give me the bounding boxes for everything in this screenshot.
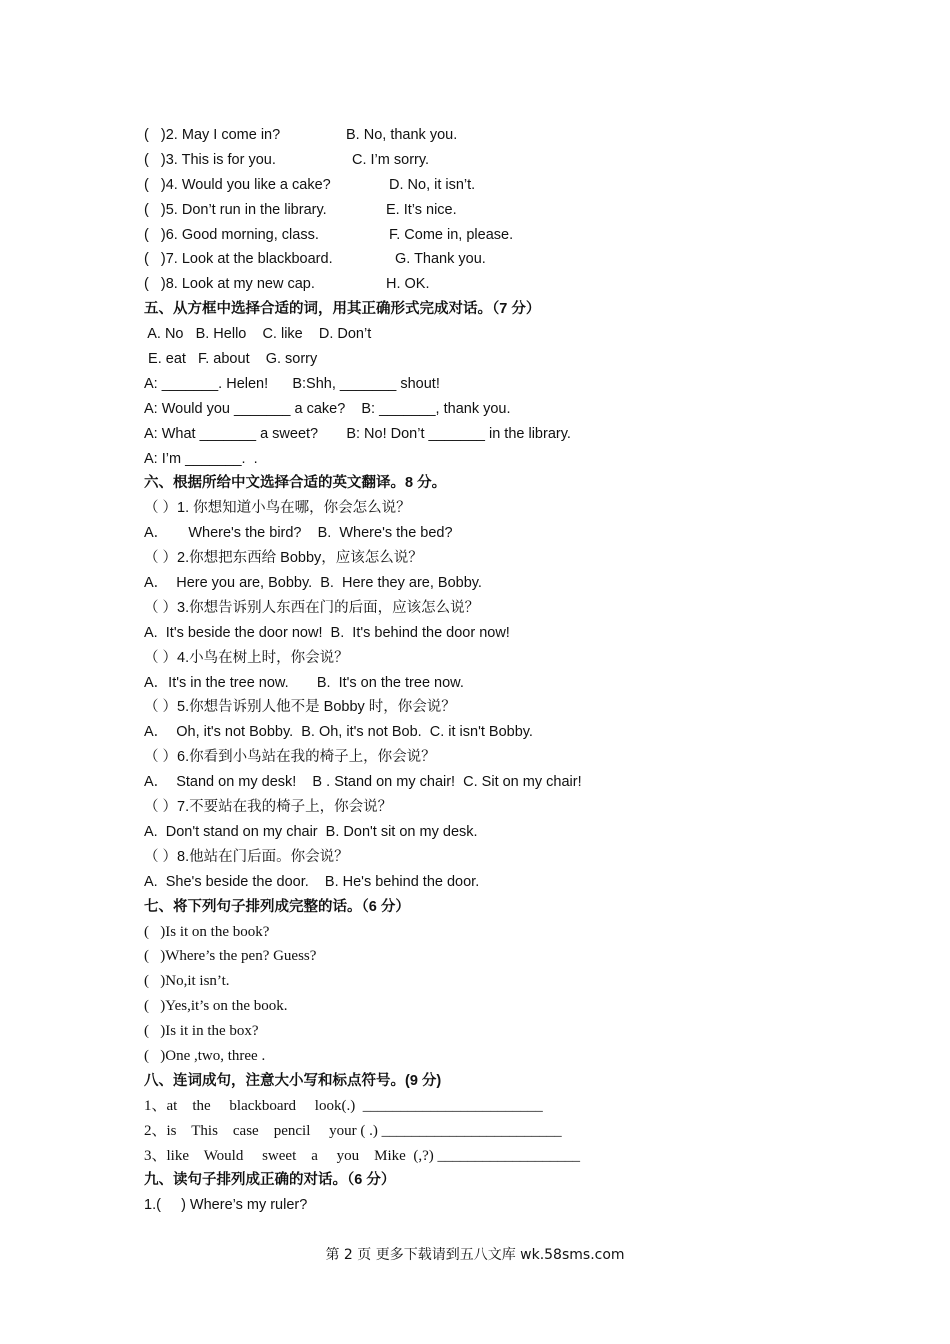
question-line: （ ）2.你想把东西给 Bobby，应该怎么说？ [144, 550, 423, 567]
match-row [144, 123, 844, 148]
ordering-line: ( )No,it isn’t. [144, 973, 230, 990]
section-5 [144, 297, 844, 471]
match-row [144, 223, 844, 248]
word-bank-line: E. eat F. about G. sorry [144, 351, 318, 368]
question-line: （ ）4.小鸟在树上时，你会说？ [144, 649, 349, 666]
dialogue-line: A: Would you _______ a cake? B: _______, thank you. [144, 400, 511, 417]
match-row [144, 148, 844, 173]
question-line: （ ）5.你想告诉别人他不是 Bobby 时，你会说？ [144, 699, 456, 716]
match-row [144, 198, 844, 223]
section-7 [144, 895, 844, 1069]
dialogue-order-line: 1.( ) Where’s my ruler? [144, 1197, 308, 1214]
section-heading: 七、将下列句子排列成完整的话。（6 分） [144, 898, 410, 915]
match-question: ( )2. May I come in? [144, 127, 281, 143]
options-line: A．It's in the tree now. B. It's on the tree now. [144, 674, 464, 691]
question-line: （ ）8.他站在门后面。你会说？ [144, 848, 349, 865]
match-question: ( )7. Look at the blackboard. [144, 251, 333, 268]
dialogue-line: A: _______. Helen! B:Shh, _______ shout! [144, 375, 440, 392]
options-line: A. She's beside the door. B. He's behind the door. [144, 873, 480, 890]
sentence-build-line: 2、is This case pencil your ( .) ________________________ [144, 1122, 562, 1139]
match-row [144, 247, 844, 272]
options-line: A． Stand on my desk! B . Stand on my chair! C. Sit on my chair! [144, 774, 582, 791]
match-question: ( )8. Look at my new cap. [144, 276, 315, 293]
match-answer: F. Come in, please. [389, 226, 514, 243]
section-8 [144, 1069, 844, 1169]
match-question: ( )5. Don’t run in the library. [144, 201, 327, 218]
section-6 [144, 471, 844, 894]
ordering-line: ( )Yes,it’s on the book. [144, 998, 288, 1015]
question-line: （ ）3.你想告诉别人东西在门的后面，应该怎么说？ [144, 599, 480, 616]
match-question: ( )6. Good morning, class. [144, 226, 319, 243]
section-heading: 六、根据所给中文选择合适的英文翻译。8 分。 [144, 475, 447, 492]
match-row [144, 272, 844, 297]
ordering-line: ( )One ,two, three . [144, 1047, 266, 1064]
match-answer: C. I’m sorry. [352, 151, 430, 168]
sentence-build-line: 3、like Would sweet a you Mike (,?) ___________________ [144, 1147, 580, 1164]
question-line: （ ）1. 你想知道小鸟在哪，你会怎么说？ [144, 500, 411, 517]
match-answer: H. OK. [386, 276, 430, 293]
sentence-build-line: 1、at the blackboard look(.) ________________________ [144, 1097, 543, 1114]
match-question: ( )4. Would you like a cake? [144, 176, 331, 193]
ordering-line: ( )Is it on the book? [144, 923, 270, 940]
matching-section [144, 123, 844, 297]
options-line: A. Don't stand on my chair B. Don't sit on my desk. [144, 823, 478, 840]
options-line: A． Here you are, Bobby. B. Here they are, Bobby. [144, 575, 482, 592]
match-answer: B. No, thank you. [346, 127, 458, 143]
page-footer: 第 2 页 更多下载请到五八文库 wk.58sms.com [325, 1247, 625, 1263]
options-line: A. It's beside the door now! B. It's behind the door now! [144, 624, 510, 641]
page-content [144, 123, 844, 1218]
options-line: A． Oh, it's not Bobby. B. Oh, it's not Bob. C. it isn't Bobby. [144, 724, 533, 741]
section-heading: 五、从方框中选择合适的词，用其正确形式完成对话。（7 分） [144, 301, 541, 318]
options-line: A． Where's the bird? B. Where's the bed? [144, 525, 453, 542]
match-question: ( )3. This is for you. [144, 151, 276, 168]
dialogue-line: A: I’m _______. . [144, 450, 258, 467]
section-9 [144, 1168, 844, 1218]
section-heading: 八、连词成句，注意大小写和标点符号。(9 分) [144, 1072, 442, 1089]
dialogue-line: A: What _______ a sweet? B: No! Don’t _______ in the library. [144, 425, 571, 442]
word-bank-line: A. No B. Hello C. like D. Don’t [144, 326, 372, 343]
question-line: （ ）7.不要站在我的椅子上，你会说？ [144, 799, 393, 816]
ordering-line: ( )Is it in the box? [144, 1023, 259, 1040]
question-line: （ ）6.你看到小鸟站在我的椅子上，你会说？ [144, 749, 436, 766]
section-heading: 九、读句子排列成正确的对话。（6 分） [144, 1172, 396, 1189]
ordering-line: ( )Where’s the pen? Guess? [144, 948, 317, 965]
match-answer: E. It’s nice. [386, 201, 457, 218]
match-answer: D. No, it isn’t. [389, 176, 476, 193]
match-row [144, 173, 844, 198]
match-answer: G. Thank you. [395, 251, 486, 268]
